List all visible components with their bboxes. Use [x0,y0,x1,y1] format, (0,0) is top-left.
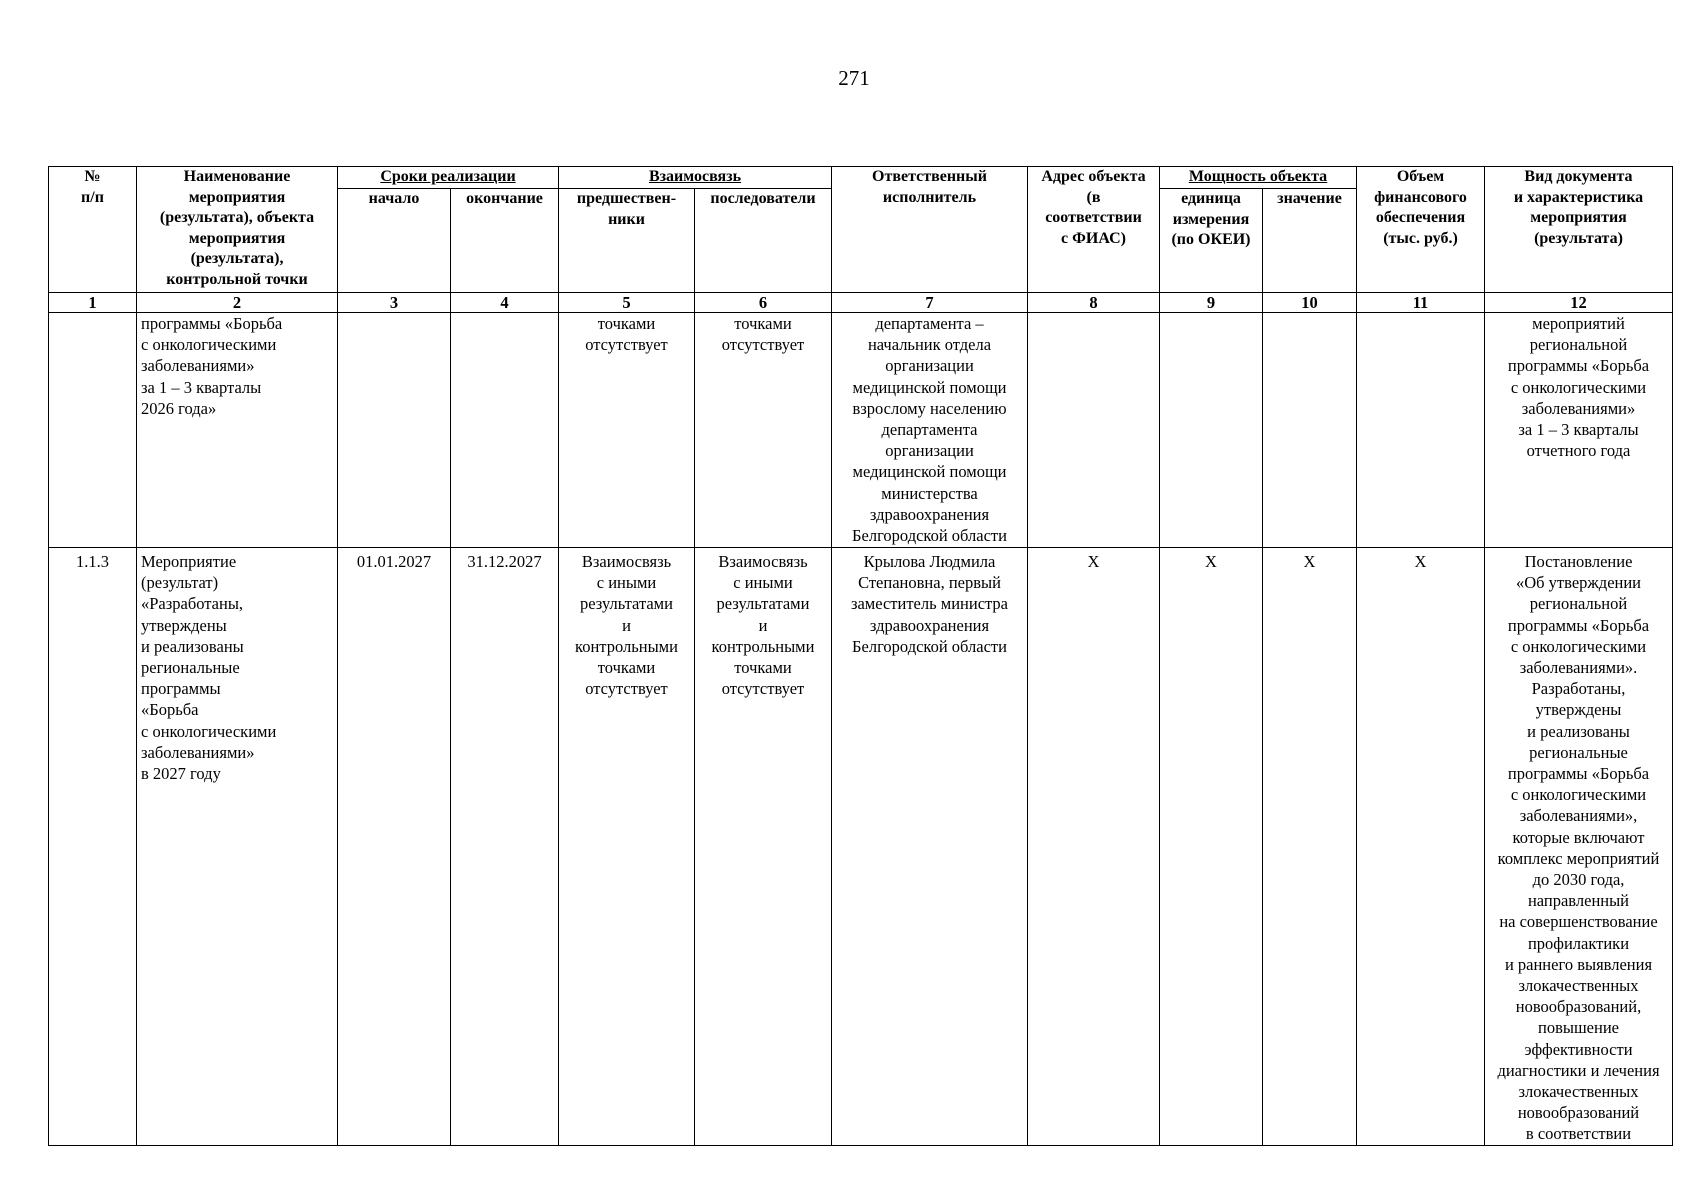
header-link-group [559,167,832,189]
header-unit [1160,189,1263,293]
cell-executor [832,548,1028,1146]
cell-unit [1160,313,1263,548]
cell-doc-type [1485,313,1673,548]
header-name [137,167,338,293]
cell-name [137,548,338,1146]
cell-successors-text: точками отсутствует [721,314,805,355]
cell-address [1028,548,1160,1146]
cell-successors [695,313,832,548]
cell-value [1263,548,1357,1146]
column-number: 9 [1160,293,1263,313]
column-number: 1 [49,293,137,313]
column-number: 7 [832,293,1028,313]
header-doc-type [1485,167,1673,293]
header-successors-text: последователи [710,190,816,207]
cell-executor-text: департамента – начальник отдела организации медицинской помощи взрослому населению департамента организации медицинской помощи министерства здравоохранения Белгородской области [852,314,1007,546]
header-unit-text: единица измерения (по ОКЕИ) [1171,190,1251,248]
page-number: 271 [838,66,870,90]
header-address-text: Адрес объекта (в соответствии с ФИАС) [1041,168,1146,247]
header-executor [832,167,1028,293]
column-number: 12 [1485,293,1673,313]
cell-start [338,548,451,1146]
cell-value-text: Х [1303,552,1316,571]
column-number: 10 [1263,293,1357,313]
cell-name-text: программы «Борьба с онкологическими заболеваниями» за 1 – 3 кварталы 2026 года» [141,314,283,418]
cell-end-text: 31.12.2027 [467,552,542,571]
header-address [1028,167,1160,293]
header-capacity-group [1160,167,1357,189]
header-link-group-text: Взаимосвязь [648,168,742,185]
table-row [49,548,1673,1146]
cell-num [49,313,137,548]
cell-predecessors [559,548,695,1146]
header-executor-text: Ответственный исполнитель [872,168,987,206]
cell-unit-text: Х [1205,552,1217,571]
cell-executor-text: Крылова Людмила Степановна, первый заместитель министра здравоохранения Белгородской области [850,552,1009,656]
cell-num [49,548,137,1146]
plan-table-container [48,166,1673,1146]
table-row [49,313,1673,548]
cell-name-text: Мероприятие (результат) «Разработаны, утверждены и реализованы региональные программы «Борьба с онкологическими заболеваниями» в 2027 году [141,552,277,784]
cell-value [1263,313,1357,548]
header-doc-type-text: Вид документа и характеристика мероприятия (результата) [1513,168,1644,247]
cell-funding-text: Х [1414,552,1427,571]
header-terms-group [338,167,559,189]
header-value-text: значение [1277,190,1342,207]
header-num-text: № п/п [81,168,104,206]
column-number-row [49,293,1673,313]
header-capacity-group-text: Мощность объекта [1188,168,1328,185]
cell-name [137,313,338,548]
header-value [1263,189,1357,293]
cell-successors [695,548,832,1146]
cell-address-text: Х [1087,552,1100,571]
header-predecessors-text: предшествен- ники [576,190,677,228]
header-predecessors [559,189,695,293]
cell-start [338,313,451,548]
cell-funding [1357,313,1485,548]
cell-funding [1357,548,1485,1146]
column-number: 5 [559,293,695,313]
cell-address [1028,313,1160,548]
header-successors [695,189,832,293]
header-name-text: Наименование мероприятия (результата), объекта мероприятия (результата), контрольной точки [159,168,315,288]
cell-predecessors-text: точками отсутствует [585,314,668,355]
column-number: 6 [695,293,832,313]
header-funding-text: Объем финансового обеспечения (тыс. руб.) [1374,168,1467,247]
cell-doc-type-text: мероприятий региональной программы «Борьба с онкологическими заболеваниями» за 1 – 3 кварталы отчетного года [1507,314,1650,461]
column-number: 2 [137,293,338,313]
header-terms-group-text: Сроки реализации [380,168,516,185]
column-number: 8 [1028,293,1160,313]
cell-end [451,548,559,1146]
cell-start-text: 01.01.2027 [356,552,432,571]
column-number: 11 [1357,293,1485,313]
cell-doc-type-text: Постановление «Об утверждении региональной программы «Борьба с онкологическими заболеваниями». Разработаны, утверждены и реализованы региональные программы «Борьба с онкологическими заболеваниями», которые включают комплекс мероприятий до 2030 года, направленный на совершенствование профилактики и раннего выявления злокачественных новообразований, повышение эффективности диагностики и лечения злокачественных новообразований в соответствии [1497,552,1660,1144]
cell-doc-type [1485,548,1673,1146]
cell-num-text: 1.1.3 [76,552,109,571]
plan-table [48,166,1673,1146]
header-funding [1357,167,1485,293]
header-start [338,189,451,293]
column-number: 4 [451,293,559,313]
column-number: 3 [338,293,451,313]
cell-successors-text: Взаимосвязь с иными результатами и контрольными точками отсутствует [711,552,815,699]
cell-end [451,313,559,548]
header-start-text: начало [368,190,420,207]
cell-unit [1160,548,1263,1146]
cell-predecessors-text: Взаимосвязь с иными результатами и контрольными точками отсутствует [575,552,678,699]
header-end-text: окончание [466,190,543,207]
cell-executor [832,313,1028,548]
header-end [451,189,559,293]
header-num [49,167,137,293]
cell-predecessors [559,313,695,548]
